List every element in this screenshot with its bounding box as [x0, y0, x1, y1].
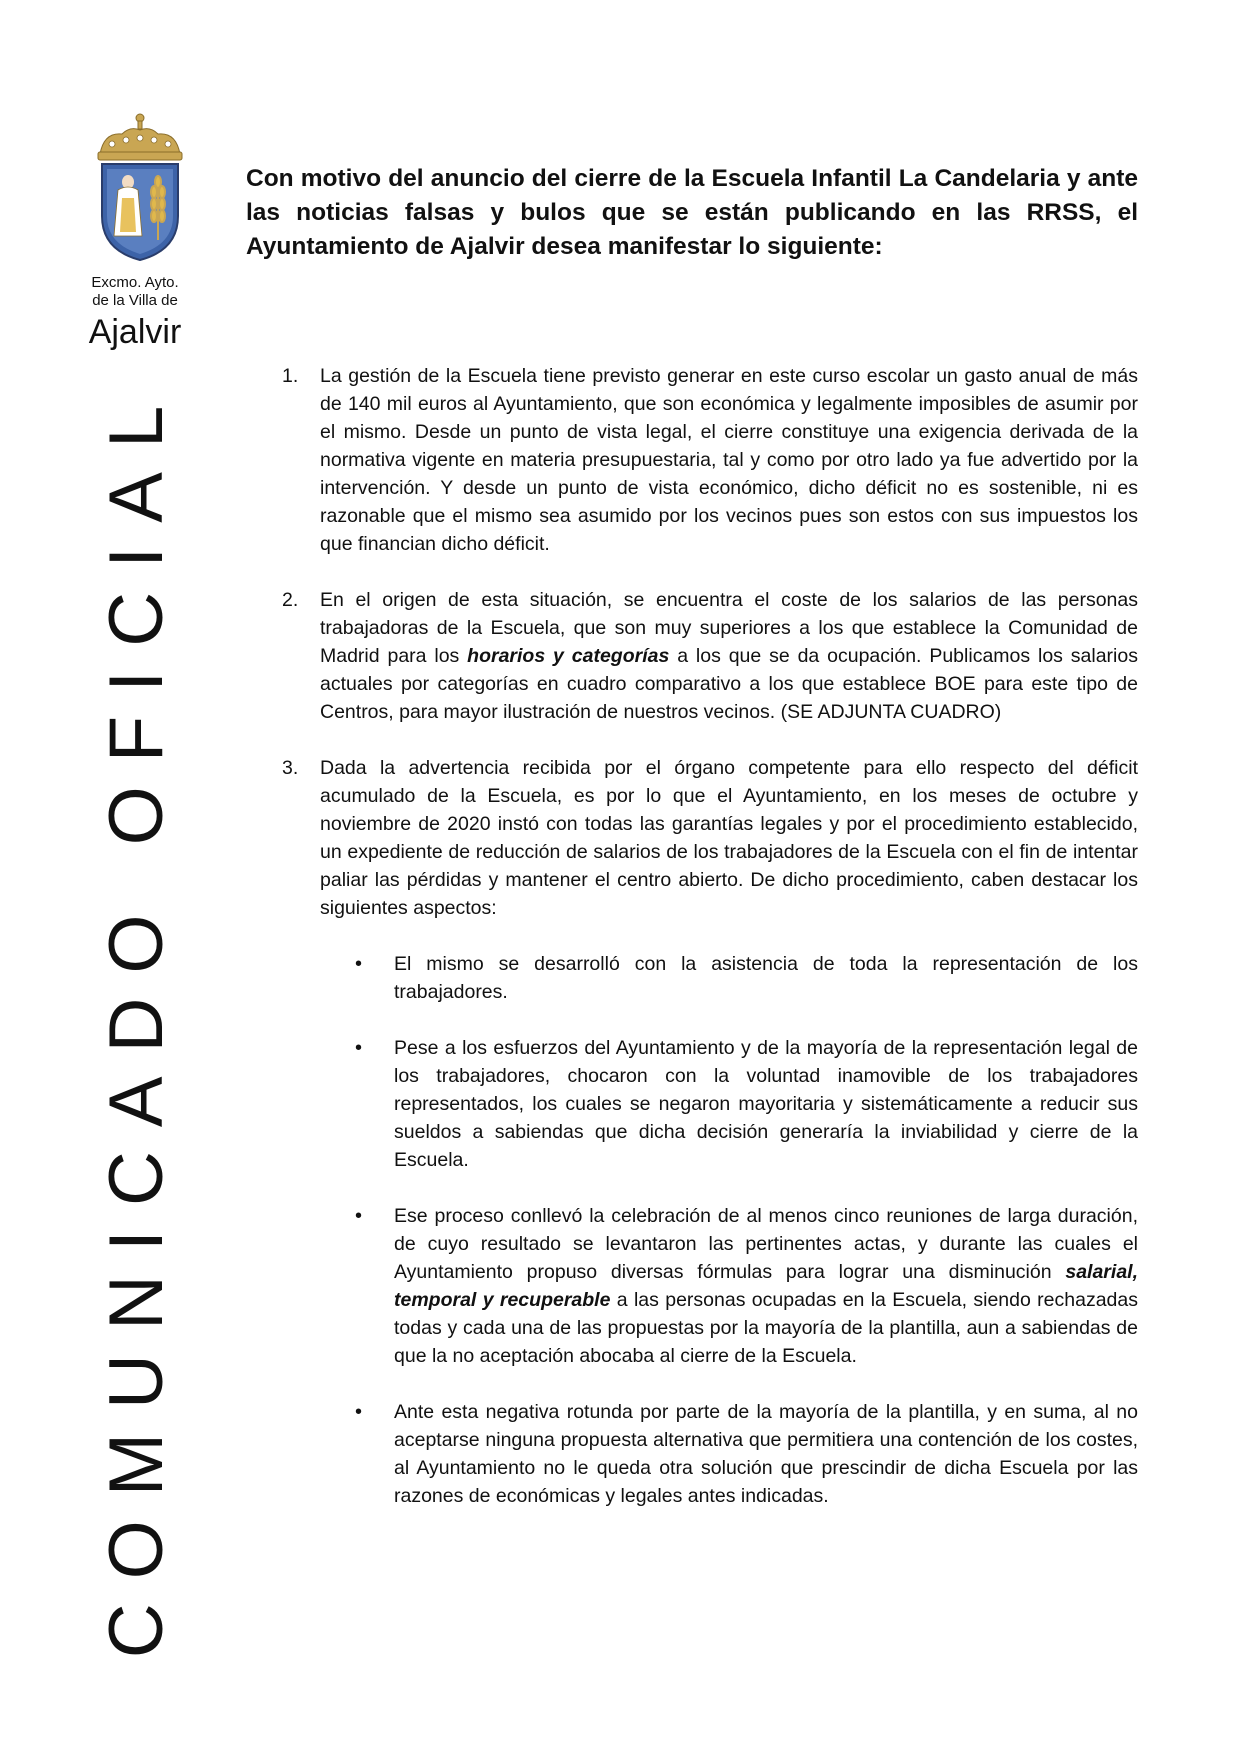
vertical-title-area [92, 381, 182, 1659]
bullet-item-4 [246, 1398, 1138, 1510]
numbered-item-2 [246, 586, 1138, 726]
bullet-icon: • [355, 1401, 363, 1423]
vertical-title: COMUNICADO OFICIAL [94, 381, 179, 1659]
bullet-text: Ese proceso conllevó la celebración de al menos cinco reuniones de larga duración, de cuyo resultado se levantaron las pertinentes actas, y durante las cuales el Ayuntamiento propuso diversas fórmulas para lograr una disminución [394, 1205, 1138, 1283]
bullet-text: a las personas ocupadas en la Escuela, siendo rechazadas todas y cada una de las propuestas por la mayoría de la plantilla, aun a sabiendas de que la no aceptación abocaba al cierre de la Escuela. [394, 1289, 1138, 1367]
bullet-list [246, 950, 1138, 1510]
document-body [246, 362, 1138, 1510]
item-number: 2. [282, 589, 299, 611]
headline: Con motivo del anuncio del cierre de la Escuela Infantil La Candelaria y ante las noticias falsas y bulos que se están publicando en las RRSS, el Ayuntamiento de Ajalvir desea manifestar lo siguiente: [246, 165, 1138, 260]
item-text: Dada la advertencia recibida por el órgano competente para ello respecto del déficit acumulado de la Escuela, es por lo que el Ayuntamiento, en los meses de octubre y noviembre de 2020 instó con todas las garantías legales y por el procedimiento establecido, un expediente de reducción de salarios de los trabajadores de la Escuela con el fin de intentar paliar las pérdidas y mantener el centro abierto. De dicho procedimiento, caben destacar los siguientes aspectos: [320, 757, 1138, 919]
item-text: a los que se da ocupación. Publicamos los salarios actuales por categorías en cuadro comparativo a los que establece BOE para este tipo de Centros, para mayor ilustración de nuestros vecinos. (SE ADJUNTA CUADRO) [320, 645, 1138, 723]
numbered-item-1 [246, 362, 1138, 558]
item-text: La gestión de la Escuela tiene previsto generar en este curso escolar un gasto anual de más de 140 mil euros al Ayuntamiento, que son económica y legalmente imposibles de asumir por el mismo. Desde un punto de vista legal, el cierre constituye una exigencia derivada de la normativa vigente en materia presupuestaria, tal y como por otro lado ya fue advertido por la intervención. Y desde un punto de vista económico, dicho déficit no es sostenible, ni es razonable que el mismo sea asumido por los vecinos pues son estos con sus impuestos los que financian dicho déficit. [320, 365, 1138, 555]
municipal-coat-of-arms-icon [94, 112, 186, 262]
bullet-item-1 [246, 950, 1138, 1006]
item-text: En el origen de esta situación, se encuentra el coste de los salarios de las personas trabajadoras de la Escuela, que son muy superiores a los que establece la Comunidad de Madrid para los [320, 589, 1138, 667]
numbered-item-3 [246, 754, 1138, 922]
bullet-text: Pese a los esfuerzos del Ayuntamiento y de la mayoría de la representación legal de los trabajadores, chocaron con la voluntad inamovible de los trabajadores representados, los cuales se negaron mayoritaria y sistemáticamente a reducir sus sueldos a sabiendas que dicha decisión generaría la inviabilidad y cierre de la Escuela. [394, 1037, 1138, 1171]
bullet-icon: • [355, 1205, 363, 1227]
bullet-icon: • [355, 1037, 363, 1059]
item-number: 1. [282, 365, 299, 387]
bullet-item-3 [246, 1202, 1138, 1370]
item-emphasis: horarios y categorías [467, 645, 670, 667]
bullet-text: Ante esta negativa rotunda por parte de la mayoría de la plantilla, y en suma, al no aceptarse ninguna propuesta alternativa que permitiera una contención de los costes, al Ayuntamiento no le queda otra solución que prescindir de dicha Escuela por las razones de económicas y legales antes indicadas. [394, 1401, 1138, 1507]
bullet-text: El mismo se desarrolló con la asistencia de toda la representación de los trabajadores. [394, 953, 1138, 1003]
org-line-2: de la Villa de [92, 292, 178, 309]
bullet-icon: • [355, 953, 363, 975]
item-number: 3. [282, 757, 299, 779]
bullet-emphasis: salarial, temporal y recuperable [394, 1261, 1138, 1311]
bullet-item-2 [246, 1034, 1138, 1174]
org-line-1: Excmo. Ayto. [91, 274, 179, 291]
sidebar [0, 0, 230, 1755]
org-name: Ajalvir [88, 313, 182, 351]
